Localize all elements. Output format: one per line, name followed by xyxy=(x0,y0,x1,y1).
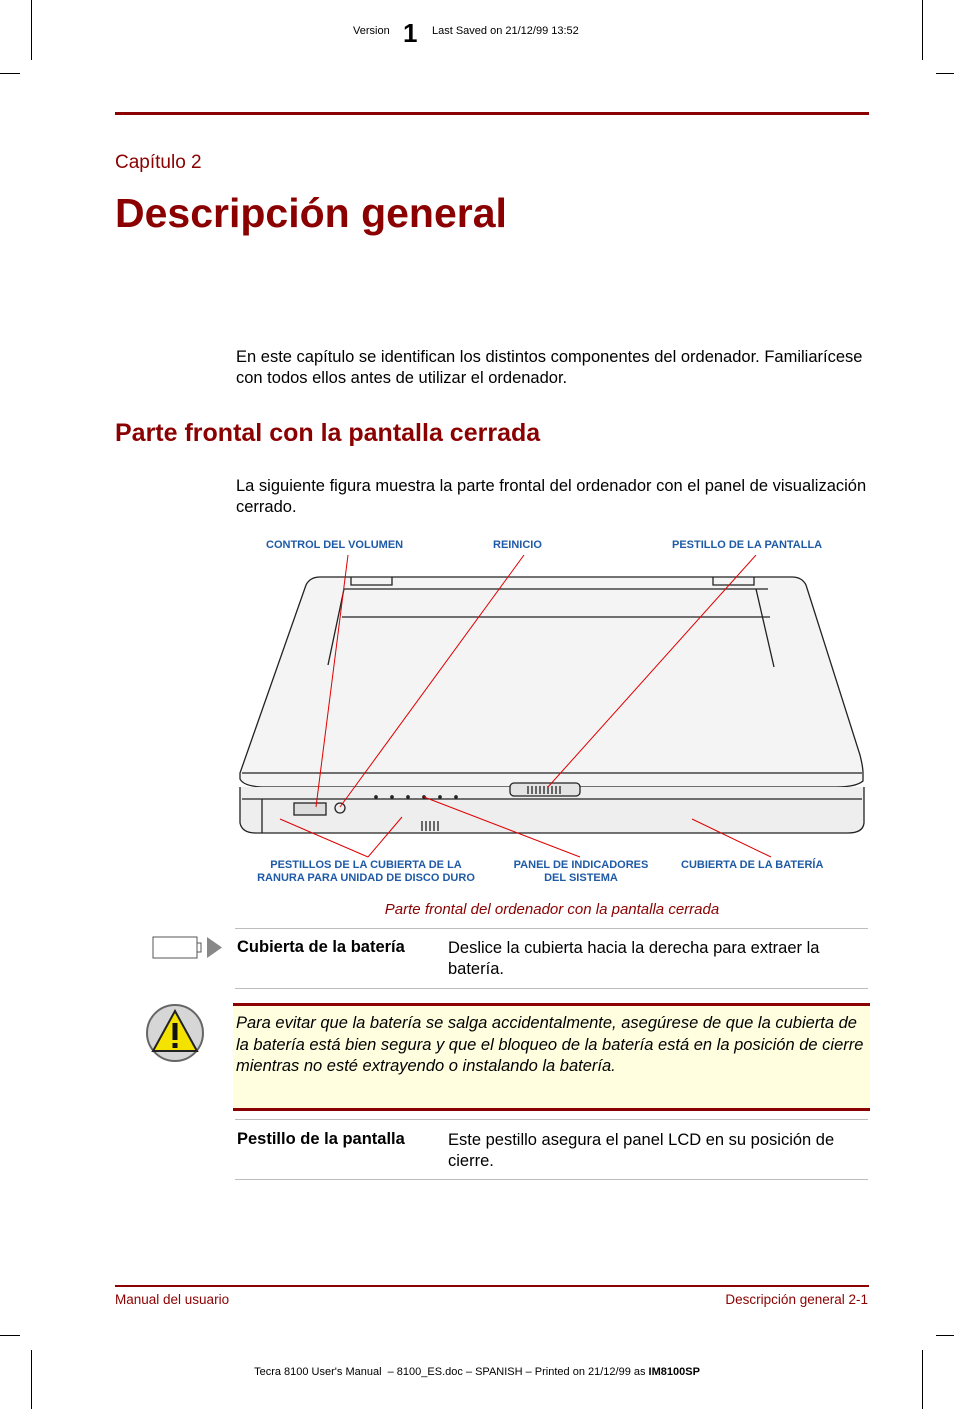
battery-icon xyxy=(152,935,224,961)
print-info xyxy=(0,1366,954,1378)
footer-rule xyxy=(115,1285,869,1287)
section-heading: Parte frontal con la pantalla cerrada xyxy=(115,419,541,447)
print-info-text: Tecra 8100 User's Manual – 8100_ES.doc – SPANISH – Printed on 21/12/99 as xyxy=(254,1366,649,1378)
crop-mark xyxy=(936,73,954,74)
callout-indicators xyxy=(502,859,660,885)
crop-mark xyxy=(0,73,20,74)
callout-hdd-latch-line-2: RANURA PARA UNIDAD DE DISCO DURO xyxy=(257,872,475,884)
callout-indicators-line-2: DEL SISTEMA xyxy=(544,872,618,884)
callout-volume: CONTROL DEL VOLUMEN xyxy=(266,539,404,551)
callout-display-latch: PESTILLO DE LA PANTALLA xyxy=(672,539,823,551)
caution-box xyxy=(233,1003,870,1111)
crop-mark xyxy=(922,1350,923,1409)
divider xyxy=(235,1119,868,1120)
chapter-label: Capítulo 2 xyxy=(115,152,202,173)
print-info-code: IM8100SP xyxy=(648,1366,700,1378)
definition-term: Pestillo de la pantalla xyxy=(237,1130,405,1148)
footer-manual-title: Manual del usuario xyxy=(115,1292,230,1307)
callout-reset: REINICIO xyxy=(493,539,542,551)
version-header xyxy=(0,18,954,48)
crop-mark xyxy=(936,1335,954,1336)
definition-term: Cubierta de la batería xyxy=(237,938,405,956)
last-saved: Last Saved on 21/12/99 13:52 xyxy=(432,25,579,37)
header-rule xyxy=(115,112,869,115)
page-title: Descripción general xyxy=(115,190,507,236)
crop-mark xyxy=(31,1350,32,1409)
divider xyxy=(235,928,868,929)
definition-desc: Este pestillo asegura el panel LCD en su posición de cierre. xyxy=(448,1131,835,1170)
callout-indicators-line-1: PANEL DE INDICADORES xyxy=(513,859,649,871)
crop-mark xyxy=(0,1335,20,1336)
footer-page-number: Descripción general 2-1 xyxy=(725,1292,868,1307)
divider xyxy=(235,988,868,989)
version-label: Version xyxy=(353,25,390,37)
divider xyxy=(235,1179,868,1180)
version-number: 1 xyxy=(403,18,418,48)
callout-hdd-latch-line-1: PESTILLOS DE LA CUBIERTA DE LA xyxy=(270,859,462,871)
definition-desc: Deslice la cubierta hacia la derecha para extraer la batería. xyxy=(448,939,820,978)
warning-icon xyxy=(145,1003,205,1063)
caution-text: Para evitar que la batería se salga accidentalmente, asegúrese de que la cubierta de la batería está bien segura y que el bloqueo de la batería está en la posición de cierre mientras no esté extrayendo o instalando la batería. xyxy=(236,1014,864,1075)
section-intro: La siguiente figura muestra la parte frontal del ordenador con el panel de visualización cerrado. xyxy=(236,477,867,516)
callout-hdd-latch xyxy=(240,859,492,885)
callout-battery-cover: CUBIERTA DE LA BATERÍA xyxy=(681,859,824,871)
laptop-illustration xyxy=(236,555,870,860)
figure-caption: Parte frontal del ordenador con la pantalla cerrada xyxy=(384,901,720,918)
chapter-intro: En este capítulo se identifican los distintos componentes del ordenador. Familiarícese con todos ellos antes de utilizar el ordenador. xyxy=(236,348,863,387)
